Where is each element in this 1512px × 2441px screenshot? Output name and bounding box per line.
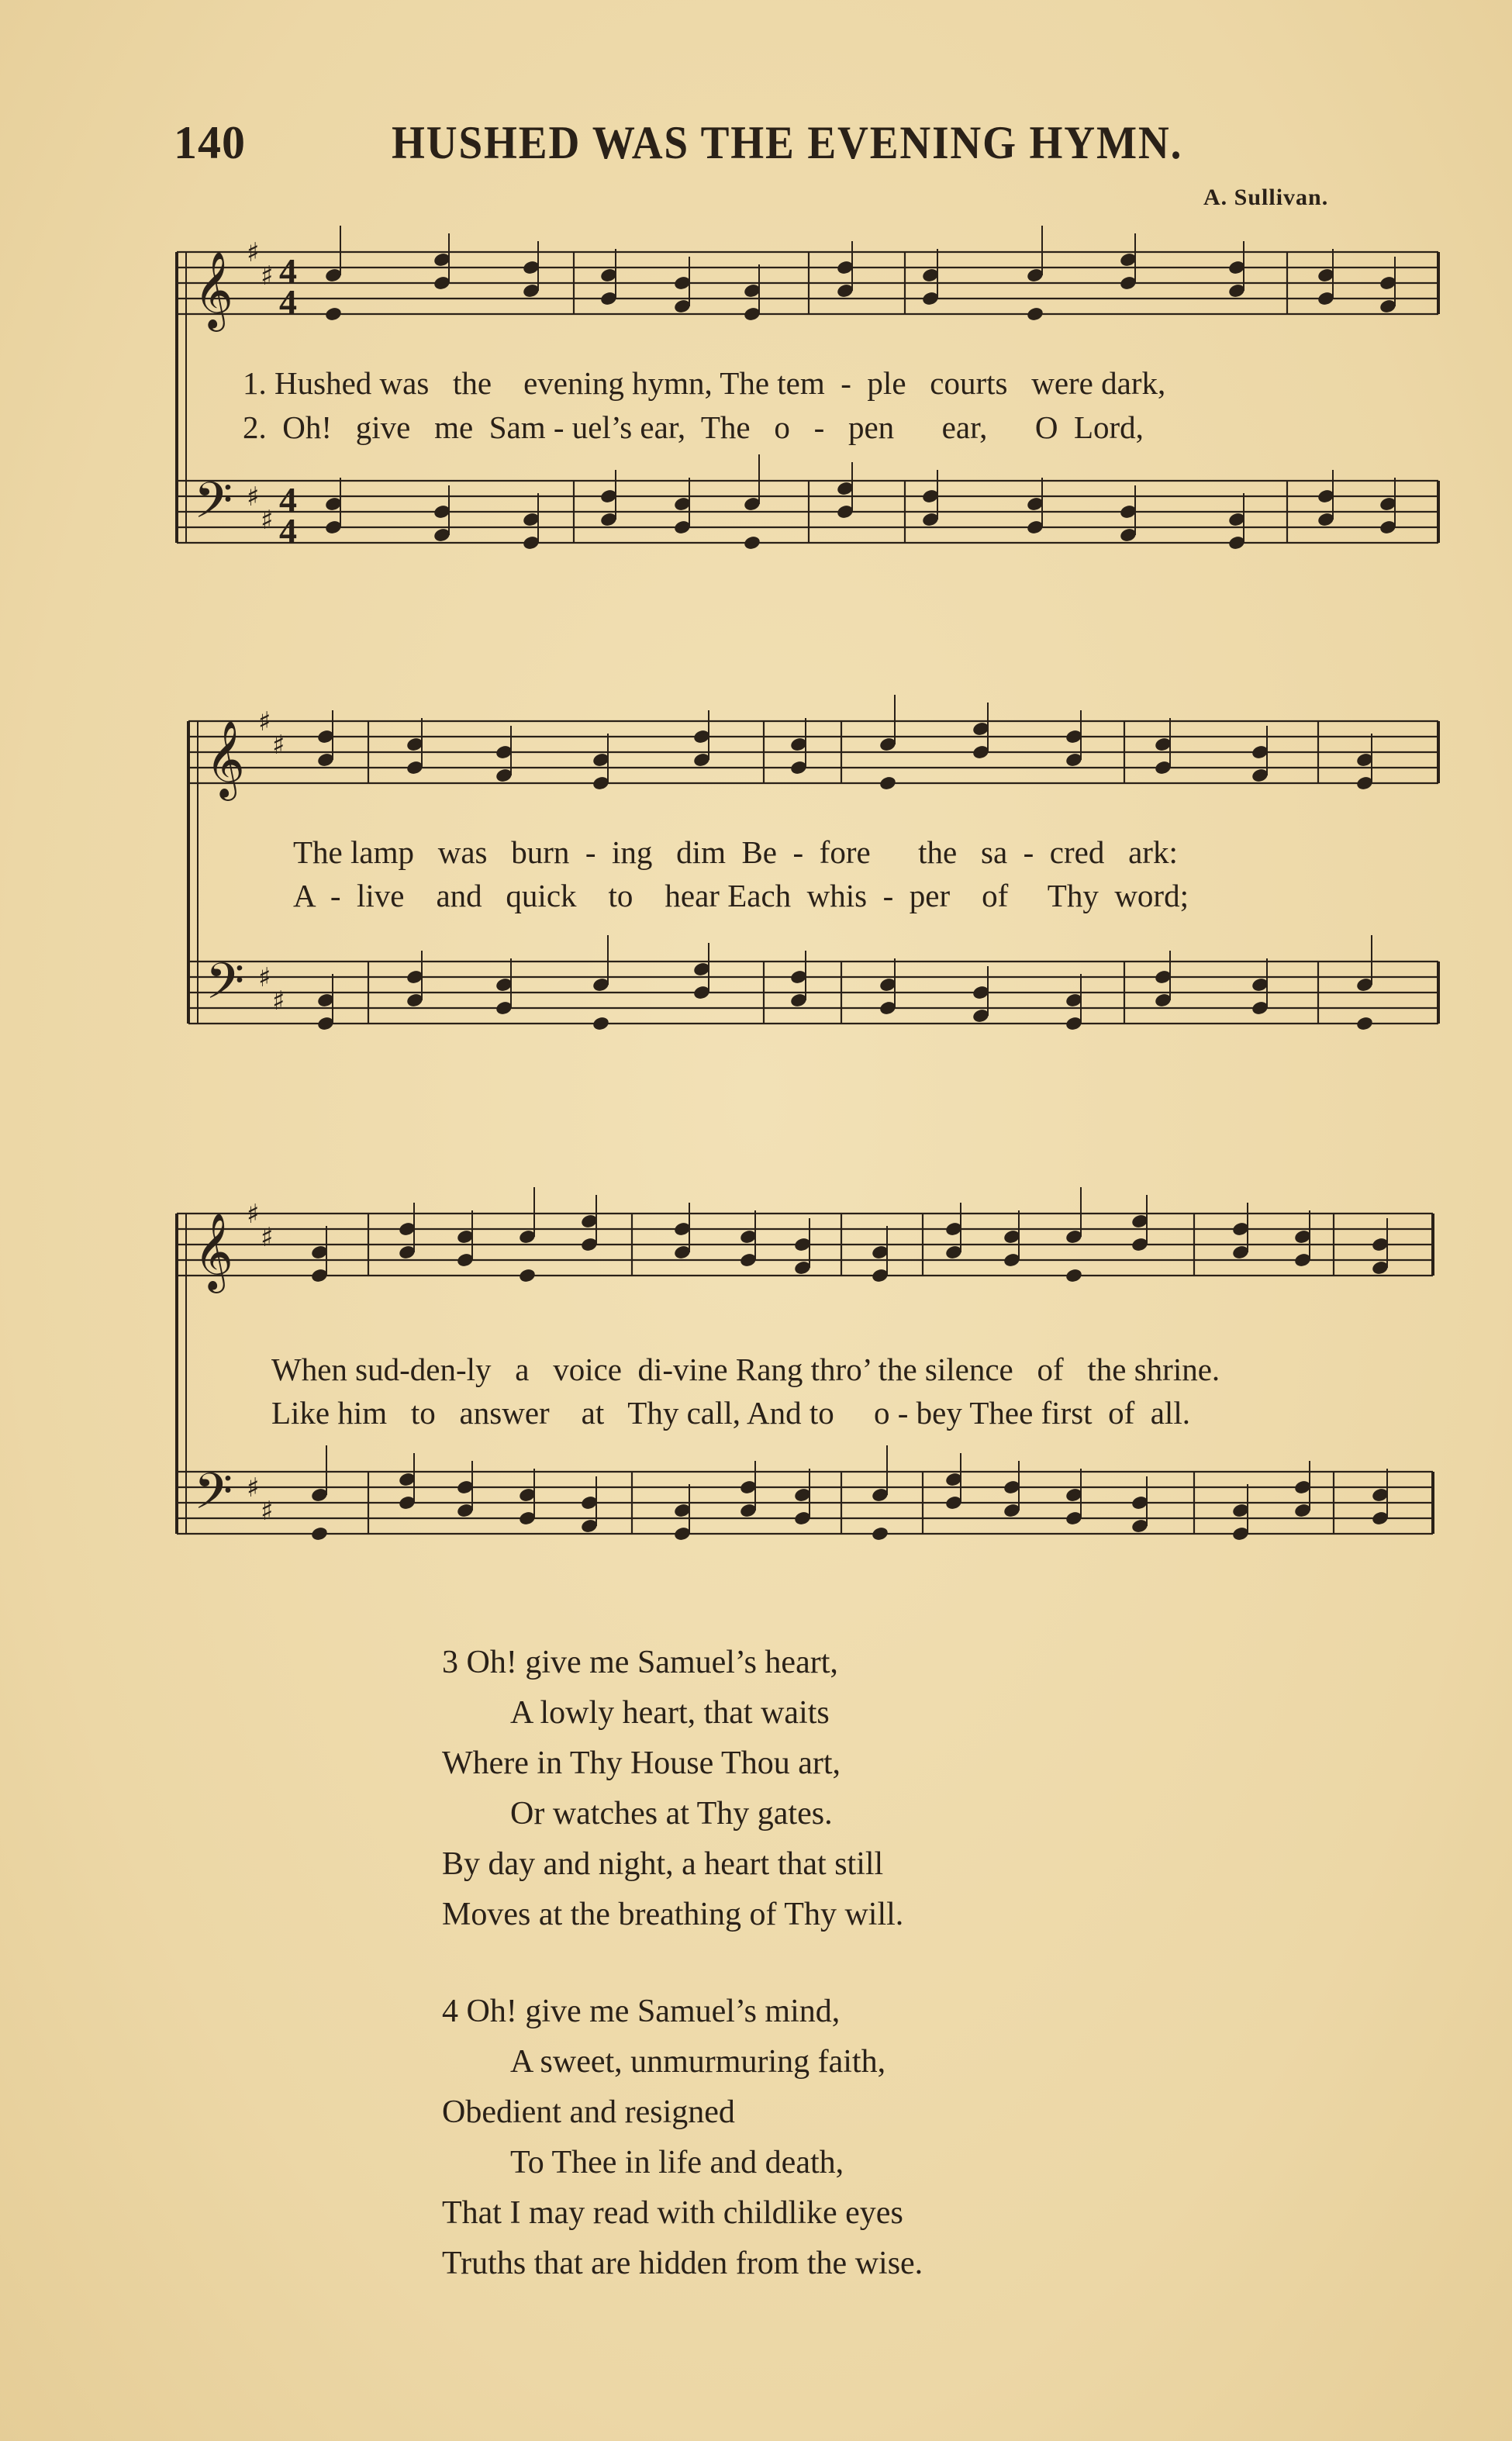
sharp-icon: ♯: [247, 1473, 260, 1504]
sharp-icon: ♯: [272, 730, 285, 761]
additional-verses: [442, 1638, 923, 2289]
bass-clef-icon: 𝄢: [194, 1463, 233, 1533]
system-2-bass-note: [592, 1016, 610, 1032]
system-3-treble-note: [1065, 1268, 1083, 1284]
system-1-treble-note: [1026, 306, 1044, 323]
verse-line: Obedient and resigned: [442, 2094, 735, 2130]
lyric-line-verse1: 1. Hushed was the evening hymn, The tem - ple courts were dark,: [243, 365, 1166, 401]
hymn-title: HUSHED WAS THE EVENING HYMN.: [392, 117, 1183, 168]
verse-line: By day and night, a heart that still: [442, 1846, 884, 1882]
sharp-icon: ♯: [261, 505, 274, 536]
system-3-bass-note: [871, 1526, 889, 1542]
system-3-bass-note: [310, 1526, 329, 1542]
verse-3: [442, 1638, 923, 1940]
lyric-line-verse2: A - live and quick to hear Each whis - per of Thy word;: [293, 878, 1189, 913]
treble-clef-icon: 𝄞: [194, 251, 233, 329]
time-signature: 4: [279, 251, 297, 291]
verse-line: Moves at the breathing of Thy will.: [442, 1897, 904, 1932]
lyric-line-verse1: The lamp was burn - ing dim Be - fore the sa - cred ark:: [293, 834, 1178, 870]
sharp-icon: ♯: [261, 1496, 274, 1527]
lyric-line-verse2: 2. Oh! give me Sam - uel’s ear, The o - pen ear, O Lord,: [243, 409, 1144, 445]
system-3-treble-note: [518, 1268, 537, 1284]
sharp-icon: ♯: [258, 706, 271, 737]
system-2-bass-note: [1355, 1016, 1374, 1032]
lyric-line-verse1: When sud-den-ly a voice di-vine Rang thro’ the silence of the shrine.: [271, 1352, 1220, 1387]
bass-clef-icon: 𝄢: [194, 472, 233, 542]
time-signature: 4: [279, 480, 297, 520]
page-number: 140: [174, 117, 246, 168]
verse-line: 3 Oh! give me Samuel’s heart,: [442, 1645, 838, 1680]
verse-4: [442, 1987, 923, 2289]
lyric-line-verse2: Like him to answer at Thy call, And to o - bey Thee first of all.: [271, 1395, 1190, 1431]
verse-line: Or watches at Thy gates.: [510, 1796, 833, 1832]
time-signature: 4: [279, 282, 297, 322]
verse-line: Where in Thy House Thou art,: [442, 1745, 841, 1781]
verse-line: Truths that are hidden from the wise.: [442, 2246, 923, 2281]
sharp-icon: ♯: [247, 482, 260, 513]
system-1-treble-note: [324, 306, 343, 323]
verse-line: A sweet, unmurmuring faith,: [510, 2044, 886, 2080]
sharp-icon: ♯: [247, 1199, 260, 1230]
time-signature: 4: [279, 511, 297, 551]
system-1-bass-note: [743, 535, 761, 551]
verse-line: That I may read with childlike eyes: [442, 2195, 903, 2231]
treble-clef-icon: 𝄞: [194, 1213, 233, 1290]
sharp-icon: ♯: [261, 1222, 274, 1253]
bass-clef-icon: 𝄢: [205, 953, 245, 1023]
verse-line: 4 Oh! give me Samuel’s mind,: [442, 1994, 841, 2029]
sharp-icon: ♯: [258, 962, 271, 993]
verse-line: To Thee in life and death,: [510, 2145, 844, 2180]
sharp-icon: ♯: [261, 261, 274, 292]
system-2-treble-note: [879, 775, 897, 792]
verse-line: A lowly heart, that waits: [510, 1695, 830, 1731]
sharp-icon: ♯: [272, 986, 285, 1017]
treble-clef-icon: 𝄞: [205, 720, 245, 798]
sharp-icon: ♯: [247, 237, 260, 268]
composer-credit: A. Sullivan.: [1203, 185, 1329, 210]
